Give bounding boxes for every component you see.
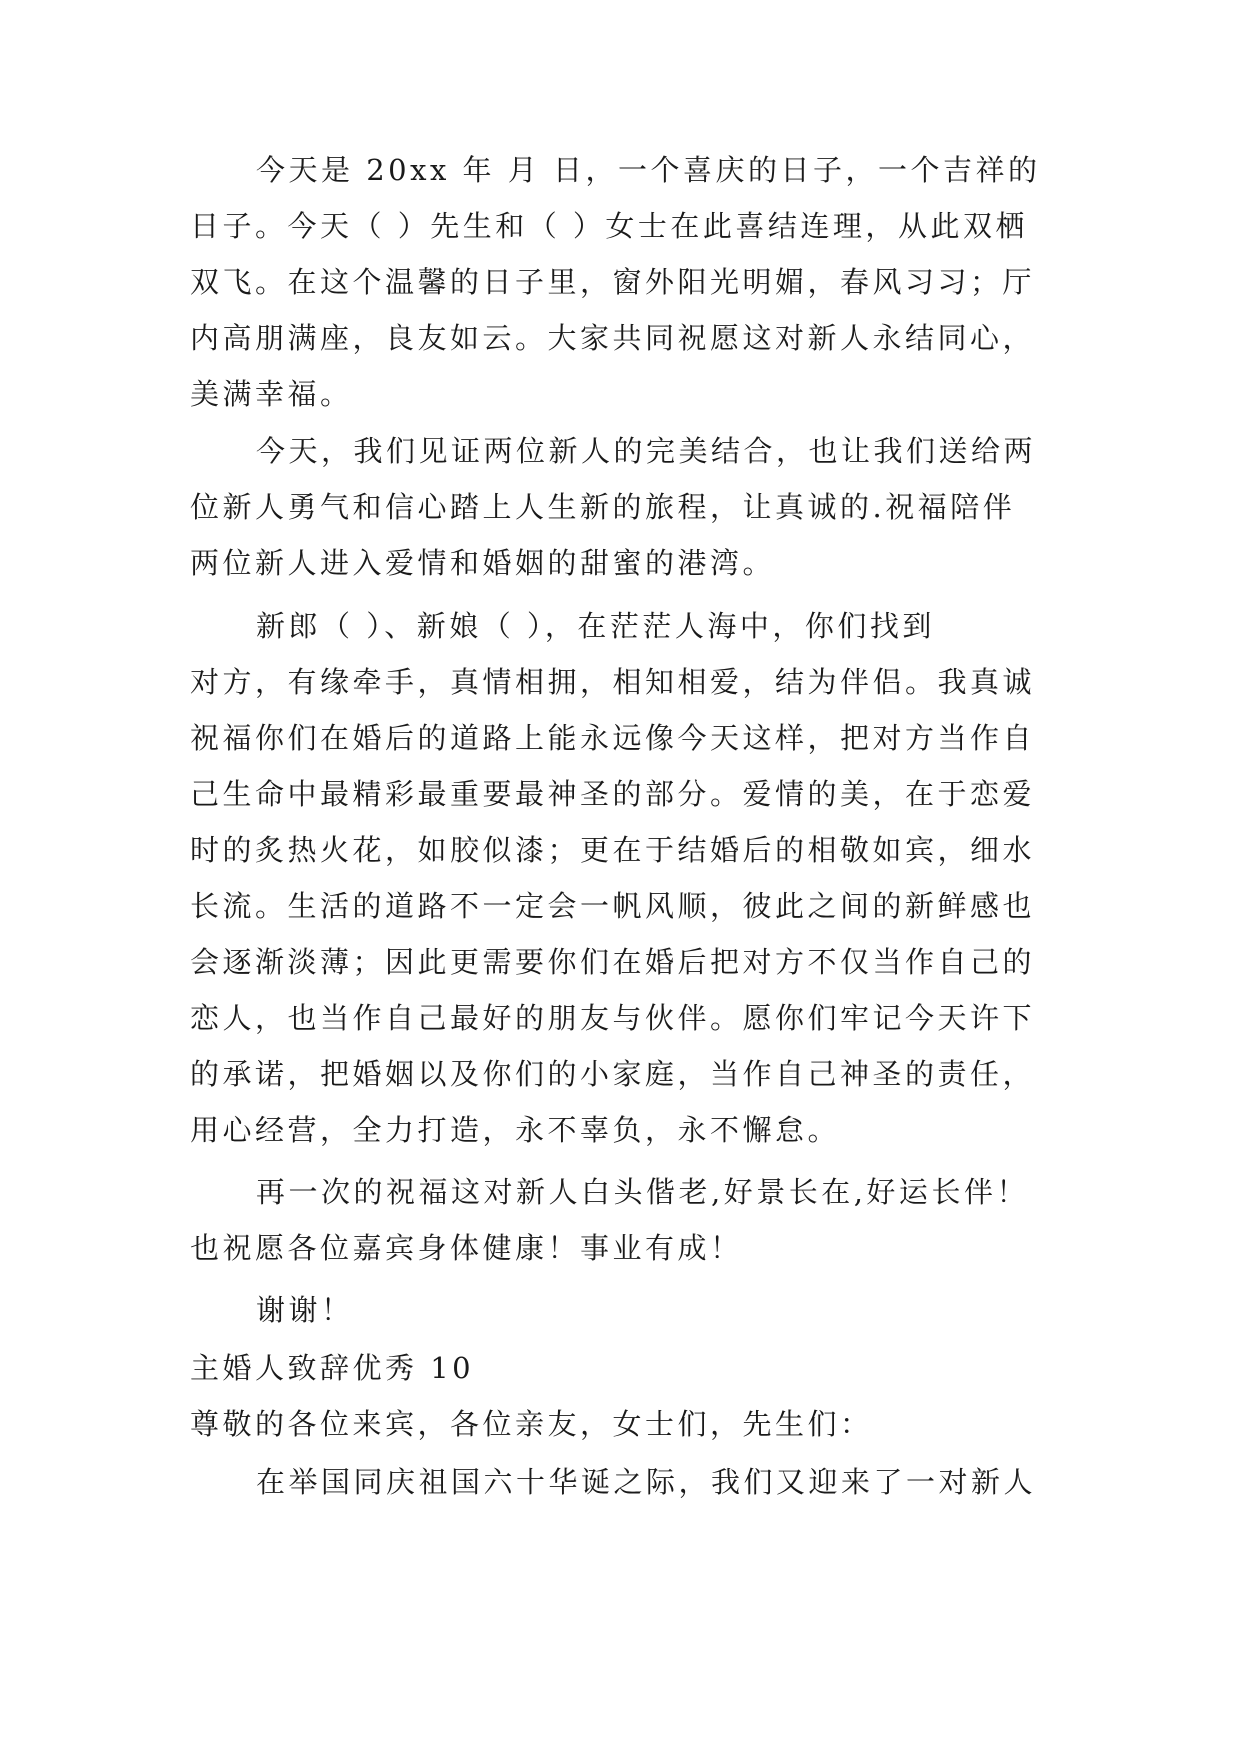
paragraph-line: 谢谢！	[256, 1293, 354, 1327]
paragraph-line: 时的炙热火花，如胶似漆；更在于结婚后的相敬如宾，细水	[190, 833, 1036, 867]
paragraph-line: 今天是 20xx 年 月 日，一个喜庆的日子，一个吉祥的	[256, 153, 1041, 187]
paragraph-line: 长流。生活的道路不一定会一帆风顺，彼此之间的新鲜感也	[190, 889, 1036, 923]
salutation: 尊敬的各位来宾，各位亲友，女士们，先生们：	[190, 1407, 873, 1441]
paragraph-line: 内高朋满座，良友如云。大家共同祝愿这对新人永结同心，	[190, 321, 1036, 355]
paragraph-line: 日子。今天（ ）先生和（ ）女士在此喜结连理，从此双栖	[190, 209, 1028, 243]
paragraph-line: 新郎（ ）、新娘（ ），在茫茫人海中，你们找到	[256, 609, 935, 643]
paragraph-line: 美满幸福。	[190, 377, 353, 411]
paragraph-line: 祝福你们在婚后的道路上能永远像今天这样，把对方当作自	[190, 721, 1036, 755]
paragraph-line: 今天，我们见证两位新人的完美结合，也让我们送给两	[256, 434, 1037, 468]
paragraph-line: 双飞。在这个温馨的日子里，窗外阳光明媚，春风习习；厅	[190, 265, 1036, 299]
paragraph-line: 位新人勇气和信心踏上人生新的旅程，让真诚的.祝福陪伴	[190, 490, 1016, 524]
paragraph-line: 在举国同庆祖国六十华诞之际，我们又迎来了一对新人	[256, 1465, 1037, 1499]
paragraph-line: 会逐渐淡薄；因此更需要你们在婚后把对方不仅当作自己的	[190, 945, 1036, 979]
paragraph-line: 两位新人进入爱情和婚姻的甜蜜的港湾。	[190, 546, 776, 580]
paragraph-line: 用心经营，全力打造，永不辜负，永不懈怠。	[190, 1113, 841, 1147]
section-heading: 主婚人致辞优秀 10	[190, 1351, 475, 1385]
paragraph-line: 对方，有缘牵手，真情相拥，相知相爱，结为伴侣。我真诚	[190, 665, 1036, 699]
paragraph-line: 再一次的祝福这对新人白头偕老,好景长在,好运长伴！	[256, 1175, 1029, 1209]
paragraph-line: 的承诺，把婚姻以及你们的小家庭，当作自己神圣的责任，	[190, 1057, 1036, 1091]
paragraph-line: 己生命中最精彩最重要最神圣的部分。爱情的美，在于恋爱	[190, 777, 1036, 811]
paragraph-line: 恋人，也当作自己最好的朋友与伙伴。愿你们牢记今天许下	[190, 1001, 1036, 1035]
paragraph-line: 也祝愿各位嘉宾身体健康！事业有成！	[190, 1231, 743, 1265]
